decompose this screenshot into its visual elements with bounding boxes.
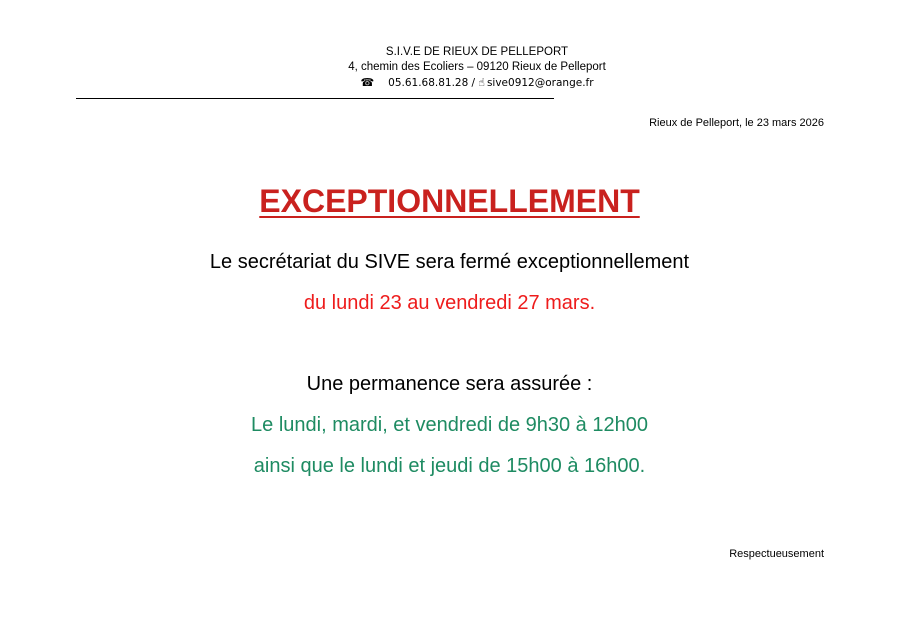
contact-line bbox=[0, 75, 899, 91]
phone-number: 05.61.68.81.28 bbox=[388, 77, 469, 89]
page-title: EXCEPTIONNELLEMENT bbox=[259, 183, 640, 219]
letterhead bbox=[0, 45, 899, 91]
org-address: 4, chemin des Ecoliers – 09120 Rieux de Pelleport bbox=[348, 61, 606, 73]
closure-notice: Le secrétariat du SIVE sera fermé exceptionnellement bbox=[209, 251, 690, 273]
header-divider bbox=[76, 98, 554, 99]
closure-dates: du lundi 23 au vendredi 27 mars. bbox=[303, 292, 596, 314]
schedule-line-1: Le lundi, mardi, et vendredi de 9h30 à 12h00 bbox=[251, 414, 648, 436]
contact-separator: / bbox=[471, 77, 476, 89]
permanence-intro: Une permanence sera assurée : bbox=[306, 373, 593, 395]
email-address: sive0912@orange.fr bbox=[486, 77, 594, 89]
schedule-line-2: ainsi que le lundi et jeudi de 15h00 à 16h00. bbox=[253, 455, 646, 477]
place-date: Rieux de Pelleport, le 23 mars 2026 bbox=[649, 117, 824, 129]
org-name: S.I.V.E DE RIEUX DE PELLEPORT bbox=[385, 46, 569, 58]
phone-icon: ☎ bbox=[360, 76, 375, 89]
hand-pointer-icon: ☝ bbox=[478, 76, 485, 89]
signoff: Respectueusement bbox=[729, 548, 824, 560]
